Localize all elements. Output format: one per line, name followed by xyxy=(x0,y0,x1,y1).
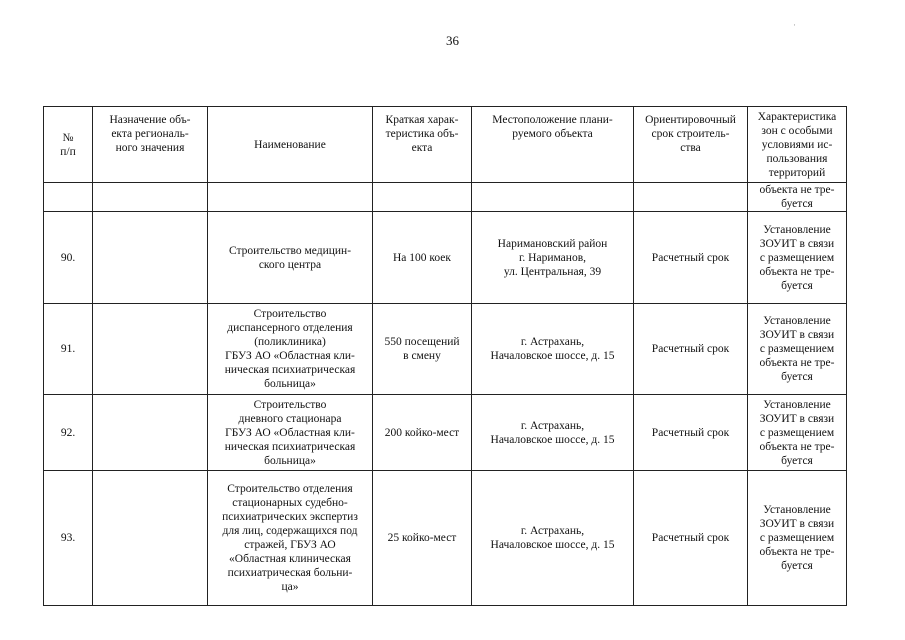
cell-zone: Установление ЗОУИТ в связи с размещением объекта не тре- буется xyxy=(748,395,847,471)
cell-empty xyxy=(93,183,208,212)
cell-number: 93. xyxy=(44,471,93,606)
table-row xyxy=(44,212,847,304)
header-zone: Характеристика зон с особыми условиями ис- пользования территорий xyxy=(748,107,847,183)
cell-zone: Установление ЗОУИТ в связи с размещением объекта не тре- буется xyxy=(748,304,847,395)
header-name: Наименование xyxy=(208,107,373,183)
cell-empty xyxy=(373,183,472,212)
cell-name: Строительство диспансерного отделения (поликлиника) ГБУЗ АО «Областная кли- ническая психиатрическая больница» xyxy=(208,304,373,395)
cell-term: Расчетный срок xyxy=(634,471,748,606)
cell-location: г. Астрахань, Началовское шоссе, д. 15 xyxy=(472,395,634,471)
header-purpose: Назначение объ- екта региональ- ного значения xyxy=(93,107,208,183)
cell-location: г. Астрахань, Началовское шоссе, д. 15 xyxy=(472,471,634,606)
cell-zone: Установление ЗОУИТ в связи с размещением объекта не тре- буется xyxy=(748,471,847,606)
header-characteristic: Краткая харак- теристика объ- екта xyxy=(373,107,472,183)
cell-term: Расчетный срок xyxy=(634,304,748,395)
cell-empty xyxy=(44,183,93,212)
cell-name: Строительство отделения стационарных судебно- психиатрических экспертиз для лиц, содержащихся под стражей, ГБУЗ АО «Областная клиническая психиатрическая больни- ца» xyxy=(208,471,373,606)
cell-characteristic: 25 койко-мест xyxy=(373,471,472,606)
table-header-row xyxy=(44,107,847,183)
cell-empty xyxy=(208,183,373,212)
cell-empty xyxy=(634,183,748,212)
header-location: Местоположение плани- руемого объекта xyxy=(472,107,634,183)
cell-characteristic: 200 койко-мест xyxy=(373,395,472,471)
cell-location: Наримановский район г. Нариманов, ул. Центральная, 39 xyxy=(472,212,634,304)
cell-purpose xyxy=(93,304,208,395)
table-row xyxy=(44,395,847,471)
cell-name: Строительство дневного стационара ГБУЗ АО «Областная кли- ническая психиатрическая больница» xyxy=(208,395,373,471)
header-number: № п/п xyxy=(44,107,93,183)
cell-location: г. Астрахань, Началовское шоссе, д. 15 xyxy=(472,304,634,395)
cell-term: Расчетный срок xyxy=(634,212,748,304)
cell-number: 90. xyxy=(44,212,93,304)
cell-zone: объекта не тре- буется xyxy=(748,183,847,212)
cell-number: 91. xyxy=(44,304,93,395)
page-number: 36 xyxy=(446,33,459,48)
table-row xyxy=(44,304,847,395)
cell-purpose xyxy=(93,471,208,606)
cell-purpose xyxy=(93,212,208,304)
objects-table xyxy=(43,106,847,606)
table-row-continuation xyxy=(44,183,847,212)
header-term: Ориентировочный срок строитель- ства xyxy=(634,107,748,183)
cell-term: Расчетный срок xyxy=(634,395,748,471)
cell-characteristic: 550 посещений в смену xyxy=(373,304,472,395)
cell-purpose xyxy=(93,395,208,471)
corner-mark: · xyxy=(793,20,796,30)
table-row xyxy=(44,471,847,606)
cell-empty xyxy=(472,183,634,212)
cell-name: Строительство медицин- ского центра xyxy=(208,212,373,304)
cell-number: 92. xyxy=(44,395,93,471)
cell-zone: Установление ЗОУИТ в связи с размещением объекта не тре- буется xyxy=(748,212,847,304)
cell-characteristic: На 100 коек xyxy=(373,212,472,304)
